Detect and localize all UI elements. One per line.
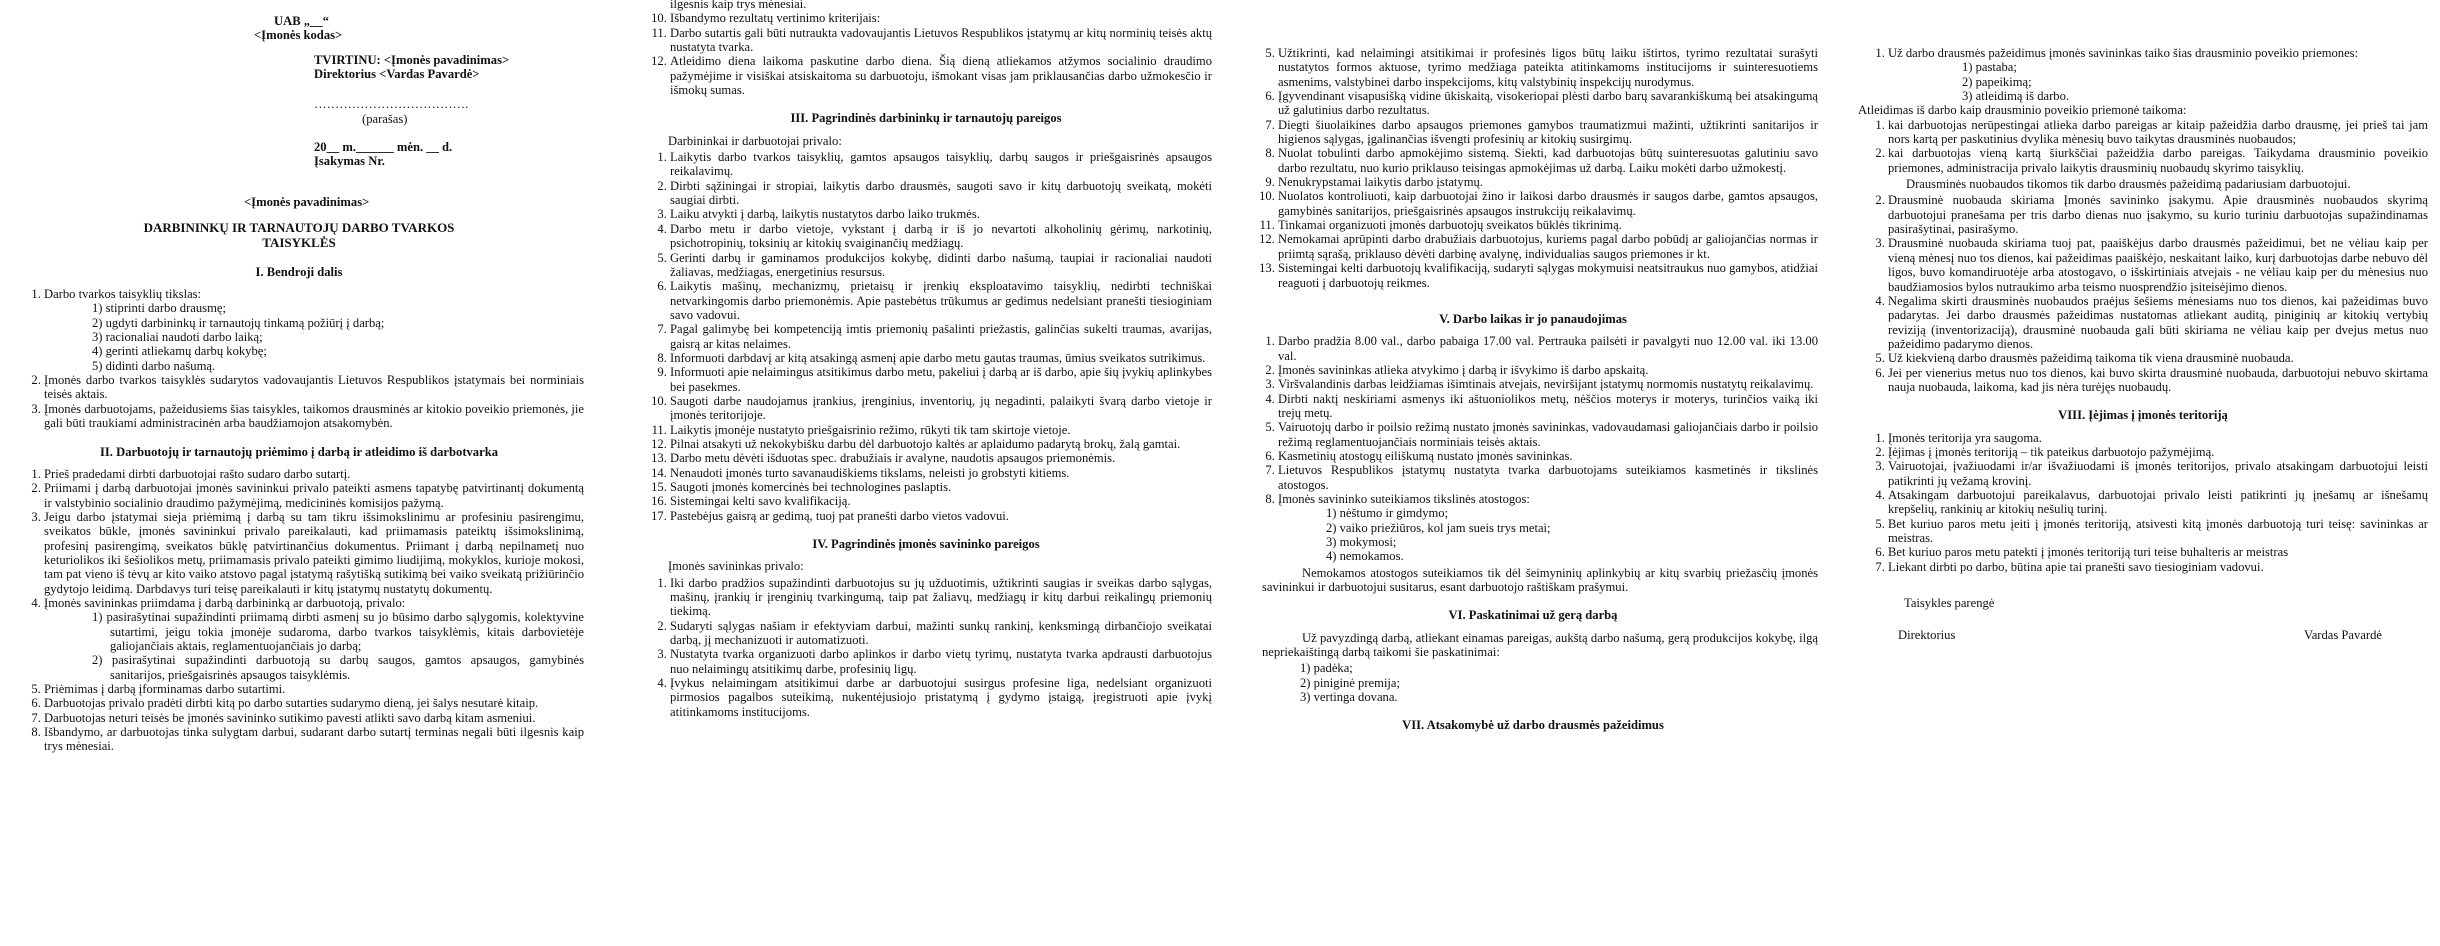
section-3-heading: III. Pagrindinės darbininkų ir tarnautojų pareigos [790, 111, 1062, 126]
list-item: 12. Nemokamai aprūpinti darbo drabužiais darbuotojus, kuriems pagal darbo pobūdį ar galiojančias normas ir priimtą sąrašą, priklauso dėvėti darbinę avalynę, individualias saugos priemones ir kt. [1278, 232, 1818, 261]
list-item: 11. Tinkamai organizuoti įmonės darbuotojų sveikatos būklės tikrinimą. [1278, 218, 1818, 232]
signature-row [1858, 628, 2428, 642]
reward-item: 2) piniginė premija; [1300, 675, 1401, 690]
measure-item: 2) papeikimą; [1962, 74, 2032, 89]
list-item-text: Už darbo drausmės pažeidimus įmonės savininkas taiko šias drausminio poveikio priemones: [1888, 46, 2359, 60]
list-item: 17. Pastebėjus gaisrą ar gedimą, tuoj pat pranešti darbo vietos vadovui. [670, 509, 1212, 523]
reward-item: 1) padėka; [1300, 661, 1353, 676]
list-item: 1. Darbo pradžia 8.00 val., darbo pabaiga 17.00 val. Pertrauka pailsėti ir pavalgyti nuo 12.00 val. iki 13.00 val. [1278, 334, 1818, 363]
list-item: 4. Dirbti naktį neskiriami asmenys iki aštuoniolikos metų, nėščios moterys ir moterys, turinčios vaiką iki trejų metų. [1278, 392, 1818, 421]
section-7-list [1858, 46, 2428, 103]
section-3-intro: Darbininkai ir darbuotojai privalo: [668, 133, 842, 148]
prepared-by: Taisykles parengė [1904, 596, 1995, 611]
section-8-heading: VIII. Įėjimas į įmonės teritoriją [2058, 408, 2228, 423]
list-item: 2. Įmonės darbo tvarkos taisyklės sudarytos vadovaujantis Lietuvos Respublikos įstatymais bei norminiais teisės aktais. [44, 373, 584, 402]
measures-list [1888, 60, 2428, 103]
list-item-continued [670, 0, 1212, 11]
list-item: 2. Drausminė nuobauda skiriama Įmonės savininko įsakymu. Apie drausminės nuobaudos skyrimą darbuotojui pranešama per tris darbo dienas nuo įsakymo, su kurio turiniu darbuotojas supažindinamas pasirašytinai, pasirašymo. [1888, 193, 2428, 236]
list-item: 2. kai darbuotojas vieną kartą šiurkščiai pažeidžia darbo pareigas. Taikydama drausminio poveikio priemones, administracija privalo laikytis drausminių nuobaudų skyrimo taisyklių. [1888, 146, 2428, 175]
list-item: 15. Saugoti įmonės komercinės bei technologines paslaptis. [670, 480, 1212, 494]
continuation-text: ilgesnis kaip trys mėnesiai. [670, 0, 807, 11]
column-2 [640, 0, 1212, 914]
list-item: 7. Liekant dirbti po darbo, būtina apie tai pranešti savo tiesioginiam vadovui. [1888, 560, 2428, 574]
list-item: 2. Sudaryti sąlygas našiam ir efektyviam darbui, mažinti sunkų rankinį, kenksmingą dirbančiojo sveikatai darbą, jį mechanizuoti ir automatizuoti. [670, 619, 1212, 648]
section-4-list [640, 576, 1212, 719]
section-6-heading: VI. Paskatinimai už gerą darbą [1448, 608, 1618, 623]
list-item: 5. Vairuotojų darbo ir poilsio režimą nustato įmonės savininkas, vadovaudamasi galiojančiais darbo ir poilsio režimą reglamentuojančiais norminiais teisės aktais. [1278, 420, 1818, 449]
list-item: 3. Jeigu darbo įstatymai sieja priėmimą į darbą su tam tikru išsimokslinimu ar profesiniu pasirengimu, sveikatos būkle, įmonės savininkui privalo pareikalauti, kad priimamasis pateiktų išsimokslinimą, profesinį pasirengimą, sveikatos būklę patvirtinančius dokumentus. Priimant į darbą nepilnametį nuo keturiolikos iki šešiolikos metų, priimamasis privalo pateikti gimimo liudijimą, mokyklos, kurioje mokosi, tam pat vieno iš tėvų ar kito vaiko atstovo pagal įstatymą rašytišką sutikimą bei vaiko sveikatą prižiūrinčio gydytojo leidimą. Darbdavys turi teisę pareikalauti ir kitų įstatymų nustatytų dokumentų. [44, 510, 584, 596]
list-item: 6. Bet kuriuo paros metu patekti į įmonės teritoriją turi teise buhalteris ar meistras [1888, 545, 2428, 559]
list-item: 5. Priėmimas į darbą įforminamas darbo sutartimi. [44, 682, 584, 696]
order-line: Įsakymas Nr. [314, 154, 385, 169]
goal-list [44, 301, 584, 373]
list-item: 13. Darbo metu dėvėti išduotas spec. drabužiais ir avalyne, naudotis apsaugos priemonėmis. [670, 451, 1212, 465]
doc-title-line-1: DARBININKŲ IR TARNAUTOJŲ DARBO TVARKOS [143, 220, 455, 236]
list-item: 4. Atsakingam darbuotojui pareikalavus, darbuotojai privalo leisti patikrinti jų įnešamų ar išnešamų krepšelių, rankinių ar kitokių nešulių turinį. [1888, 488, 2428, 517]
director-label: Direktorius [1898, 628, 1956, 643]
signature-label: (parašas) [362, 111, 408, 126]
goal-item: 4) gerinti atliekamų darbų kokybę; [92, 344, 267, 359]
list-item: 9. Nenukrypstamai laikytis darbo įstatymų. [1278, 175, 1818, 189]
director-name: Vardas Pavardė [2304, 628, 2382, 643]
list-item: 6. Laikytis mašinų, mechanizmų, prietaisų ir įrenkių eksploatavimo taisyklių, nedirbti techniškai netvarkingomis darbo priemonėmis. Apie pastebėtus trūkumus ar gedimus nedelsiant pranešti tiesioginiam savo vadovui. [670, 279, 1212, 322]
list-item: 2. Priimami į darbą darbuotojai įmonės savininkui privalo pateikti asmens tapatybę patvirtinantį dokumentą ir valstybinio socialinio draudimo pažymėjimą, medicininės komisijos pažymą. [44, 481, 584, 510]
dismissal-intro: Atleidimas iš darbo kaip drausminio poveikio priemonė taikoma: [1858, 103, 2187, 118]
section-1-heading: I. Bendroji dalis [255, 264, 343, 279]
list-item: 1. kai darbuotojas nerūpestingai atlieka darbo pareigas ar kitaip pažeidžia darbo drausmę, jei prieš tai jam nors kartą per paskutinius dvylika mėnesių buvo taikytas drausminės nuobaudos; [1888, 118, 2428, 147]
approve-line: TVIRTINU: <Įmonės pavadinimas> [314, 52, 510, 67]
list-item: 7. Pagal galimybę bei kompetenciją imtis priemonių pašalinti priežastis, galinčias sukelti traumas, avarijas, gaisrą ar kitas nelaimes. [670, 322, 1212, 351]
company-code: <Įmonės kodas> [254, 28, 343, 43]
list-item: 14. Nenaudoti įmonės turto savanaudiškiems tikslams, neleisti jo grobstyti kitiems. [670, 466, 1212, 480]
list-item: 4. Darbo metu ir darbo vietoje, vykstant į darbą ir iš jo nevartoti alkoholinių gėrimų, narkotinių, psichotropinių, toksinių ar kitokių svaiginančių medžiagų. [670, 222, 1212, 251]
list-item: 5. Už kiekvieną darbo drausmės pažeidimą taikoma tik viena drausminė nuobauda. [1888, 351, 2428, 365]
measure-item: 1) pastaba; [1962, 60, 2017, 75]
list-item: 1. Laikytis darbo tvarkos taisyklių, gamtos apsaugos taisyklių, darbų saugos ir priešgaisrinės apsaugos reikalavimų. [670, 150, 1212, 179]
unpaid-note: Nemokamos atostogos suteikiamos tik dėl šeimyninių aplinkybių ar kitų svarbių priežasčių įmonės savininkui ir darbuotojui susitarus, esant darbuotojo raštiškam prašymui. [1262, 565, 1818, 595]
company-code-line: UAB „__“ [274, 14, 329, 28]
list-item: 10. Saugoti darbe naudojamus įrankius, įrenginius, inventorių, jų negadinti, palaikyti švarą darbo vietoje ir įmonės teritorijoje. [670, 394, 1212, 423]
list-item [1888, 46, 2428, 103]
goal-item: 3) racionaliai naudoti darbo laiką; [92, 330, 263, 345]
list-item: 11. Darbo sutartis gali būti nutraukta vadovaujantis Lietuvos Respublikos įstatymų ar kitų norminių teisės aktų nustatyta tvarka. [670, 26, 1212, 55]
list-item: 5. Užtikrinti, kad nelaimingi atsitikimai ir profesinės ligos būtų laiku ištirtos, tyrimo rezultatai surašyti nustatytos formos aktuose, tyrimo medžiaga pateikta atitinkamoms institucijoms ir suinteresuotiems asmenims, valstybinei darbo inspekcijoms, kitų valstybinių inspekcijų nurodymus. [1278, 46, 1818, 89]
list-item: 16. Sistemingai kelti savo kvalifikaciją. [670, 494, 1212, 508]
dismissal-list [1858, 118, 2428, 175]
list-item: 3. Vairuotojai, įvažiuodami ir/ar išvažiuodami iš įmonės teritorijos, privalo atsakingam darbuotojui leisti patikrinti jų vežamą krovinį. [1888, 459, 2428, 488]
section-6-intro: Už pavyzdingą darbą, atliekant einamas pareigas, aukštą darbo našumą, gerą produkcijos kokybę, ilgą nepriekaištingą darbą taikomi šie paskatinimai: [1262, 630, 1818, 660]
list-item: 1. Iki darbo pradžios supažindinti darbuotojus su jų užduotimis, užtikrinti saugias ir sveikas darbo sąlygas, mašinų, įrankių ir įrenginių tvarkingumą, taip pat žaliavų, medžiagų ir kitų darbui reikalingų priemonių tiekimą. [670, 576, 1212, 619]
column-3 [1248, 46, 1818, 946]
list-item: 2. Dirbti sąžiningai ir stropiai, laikytis darbo drausmės, saugoti savo ir kitų darbuotojų sveikatą, mokėti saugiai dirbti. [670, 179, 1212, 208]
section-4-heading: IV. Pagrindinės įmonės savininko pareigos [812, 537, 1040, 552]
leave-type: 1) nėštumo ir gimdymo; [1326, 506, 1449, 521]
list-item: 5. Bet kuriuo paros metu įeiti į įmonės teritoriją, atsivesti kitą įmonės darbuotoją turi teisę: savininkas ar meistras. [1888, 517, 2428, 546]
column-4 [1858, 46, 2428, 946]
company-name: <Įmonės pavadinimas> [244, 194, 370, 209]
list-item: 8. Įmonės savininko suteikiamos tikslinės atostogos: [1278, 492, 1818, 506]
section-2-list-cont [640, 0, 1212, 97]
list-item: 6. Kasmetinių atostogų eiliškumą nustato įmonės savininkas. [1278, 449, 1818, 463]
list-item: 1. Prieš pradedami dirbti darbuotojai rašto sudaro darbo sutartį. [44, 467, 584, 481]
section-8-list [1858, 431, 2428, 574]
list-item: 1. Įmonės teritorija yra saugoma. [1888, 431, 2428, 445]
list-item: 7. Diegti šiuolaikines darbo apsaugos priemones gamybos traumatizmui mažinti, užtikrinti sanitarijos ir higienos sąlygas, įgalinančias išvengti profesinių ar kitokių susirgimų. [1278, 118, 1818, 147]
employer-duty-list [44, 610, 584, 682]
goal-item: 2) ugdyti darbininkų ir tarnautojų tinkamą požiūrį į darbą; [92, 315, 385, 330]
list-item: 4. Įvykus nelaimingam atsitikimui darbe ar darbuotojui susirgus profesine liga, nedelsiant organizuoti pirmosios pagalbos suteikimą, nukentėjusiojo pristatymą į gydymo įstaigą, įregistruoti apie įvykį atitinkamoms institucijoms. [670, 676, 1212, 719]
list-item: 3. Įmonės darbuotojams, pažeidusiems šias taisykles, taikomos drausminės ar kitokio poveikio priemonės, jie gali būti traukiami administracinėn arba baudžiamojon atsakomybėn. [44, 402, 584, 431]
list-item-text: Darbo tvarkos taisyklių tikslas: [44, 287, 202, 302]
list-item: 11. Laikytis įmonėje nustatyto priešgaisrinio režimo, rūkyti tik tam skirtoje vietoje. [670, 423, 1212, 437]
approval-header [254, 14, 584, 169]
sub-item: 2) pasirašytinai supažindinti darbuotoją su darbų saugos, gamtos apsaugos, gamybinės sanitarijos, priešgaisrinės apsaugos taisyklėmis. [92, 653, 584, 682]
section-2-heading: II. Darbuotojų ir tarnautojų priėmimo į darbą ir atleidimo iš darbotvarka [100, 444, 498, 459]
leave-type: 2) vaiko priežiūros, kol jam sueis trys metai; [1326, 520, 1551, 535]
list-item: 8. Informuoti darbdavį ar kitą atsakingą asmenį apie darbo metu gautas traumas, ūmius sveikatos sutrikimus. [670, 351, 1212, 365]
date-line: 20__ m.______ mėn. __ d. [314, 140, 453, 155]
list-item [44, 287, 584, 373]
section-5-list [1248, 334, 1818, 506]
list-item: 9. Informuoti apie nelaimingus atsitikimus darbo metu, pakeliui į darbą ar iš darbo, apie šių įvykių aplinkybes bei pasekmes. [670, 365, 1212, 394]
measure-item: 3) atleidimą iš darbo. [1962, 89, 2070, 104]
doc-title-line-2: TAISYKLĖS [262, 234, 336, 250]
column-1 [14, 14, 584, 914]
doc-title [14, 221, 584, 251]
list-item: 10. Išbandymo rezultatų vertinimo kriterijais: [670, 11, 1212, 25]
sub-item: 1) pasirašytinai supažindinti priimamą dirbti asmenį su jo būsimo darbo sąlygomis, kolektyvine sutartimi, jeigu tokia įmonėje sudaroma, darbo tvarkos taisyklėmis, kitais darbovietėje galiojančiais aktais, reglamentuojančiais jo darbą; [92, 610, 584, 653]
section-1-list [14, 287, 584, 430]
signature-dots: ………………………………. [314, 97, 469, 112]
list-item: 6. Darbuotojas privalo pradėti dirbti kitą po darbo sutarties sudarymo dieną, jei šalys nesutarė kitaip. [44, 696, 584, 710]
list-item: 3. Drausminė nuobauda skiriama tuoj pat, paaiškėjus darbo drausmės pažeidimui, bet ne vėliau kaip per vieną mėnesį nuo tos dienos, kai pažeidimas paaiškėjo, neskaitant laiko, kurį darbuotojas darbe nebuvo dėl ligos, buvo komandiruotėje arba atostogavo, o išskirtiniais atvejais - ne vėliau kaip per du mėnesius nuo baudžiamosios bylos nutraukimo arba teismo nuosprendžio įsiteisėjimo dienos. [1888, 236, 2428, 293]
list-item: 13. Sistemingai kelti darbuotojų kvalifikaciją, sudaryti sąlygas mokymuisi neatsitraukus nuo gamybos, atidžiai reaguoti į darbuotojų reikmes. [1278, 261, 1818, 290]
list-item: 3. Viršvalandinis darbas leidžiamas išimtinais atvejais, neviršijant įstatymų normomis nustatytų reikalavimų. [1278, 377, 1818, 391]
penalty-note: Drausminės nuobaudos tikomos tik darbo drausmės pažeidimą padariusiam darbuotojui. [1906, 177, 2351, 192]
section-7-heading: VII. Atsakomybė už darbo drausmės pažeidimus [1402, 718, 1664, 733]
list-item: 2. Įėjimas į įmonės teritoriją – tik pateikus darbuotojo pažymėjimą. [1888, 445, 2428, 459]
director-line: Direktorius <Vardas Pavardė> [314, 67, 480, 82]
leave-type: 4) nemokamos. [1326, 549, 1404, 564]
goal-item: 1) stiprinti darbo drausmę; [92, 301, 226, 316]
list-item: 4. Negalima skirti drausminės nuobaudos praėjus šešiems mėnesiams nuo tos dienos, kai pažeidimas buvo padarytas. Jei darbo drausmės pažeidimas nustatomas atliekant auditą, piniginių ar kitokių vertybių reviziją (inventorizaciją), drausminė nuobauda gali būti skiriama ne vėliau kaip per dvejus metus nuo pažeidimo padarymo dienos. [1888, 294, 2428, 351]
section-4-intro: Įmonės savininkas privalo: [668, 559, 804, 574]
list-item: 7. Lietuvos Respublikos įstatymų nustatyta tvarka darbuotojams suteikiamos kasmetinės ir tikslinės atostogos. [1278, 463, 1818, 492]
list-item: 5. Gerinti darbų ir gaminamos produkcijos kokybę, didinti darbo našumą, taupiai ir racionaliai naudoti žaliavas, medžiagas, energetinius resursus. [670, 251, 1212, 280]
list-item: 6. Jei per vienerius metus nuo tos dienos, kai buvo skirta drausminė nuobauda, darbuotojui nebuvo skirtama nauja nuobauda, laikoma, kad jis nėra turėjęs nuobaudų. [1888, 366, 2428, 395]
list-item: 8. Nuolat tobulinti darbo apmokėjimo sistemą. Siekti, kad darbuotojas būtų suinteresuotas galutiniu savo darbo rezultatu, nuo kurio priklauso teisingas apmokėjimas už darbą. Laiku mokėti darbo užmokestį. [1278, 146, 1818, 175]
list-item [44, 596, 584, 682]
list-item-text: Įmonės savininkas priimdama į darbą darbininką ar darbuotoją, privalo: [44, 595, 406, 610]
section-5-heading: V. Darbo laikas ir jo panaudojimas [1439, 311, 1627, 326]
list-item: 12. Atleidimo diena laikoma paskutine darbo diena. Šią dieną atliekamos atžymos socialinio draudimo pažymėjime ir visiškai atsiskaitoma su darbuotoju, išmokant visas jam priklausančias darbo užmokesčio ir išmokų sumas. [670, 54, 1212, 97]
section-3-list [640, 150, 1212, 523]
list-item: 8. Išbandymo, ar darbuotojas tinka sulygtam darbui, sudarant darbo sutartį terminas negali būti ilgesnis kaip trys mėnesiai. [44, 725, 584, 754]
list-item: 10. Nuolatos kontroliuoti, kaip darbuotojai žino ir laikosi darbo drausmės ir saugos darbe, gamtos apsaugos, gamybinės sanitarijos, priešgaisrinės apsaugos instrukcijų reikalavimų. [1278, 189, 1818, 218]
leave-type: 3) mokymosi; [1326, 535, 1397, 549]
goal-item: 5) didinti darbo našumą. [92, 358, 216, 373]
reward-item: 3) vertinga dovana. [1300, 690, 1398, 705]
list-item: 7. Darbuotojas neturi teisės be įmonės savininko sutikimo pavesti atlikti savo darbą kitam asmeniui. [44, 711, 584, 725]
list-item: 3. Nustatyta tvarka organizuoti darbo aplinkos ir darbo vietų tyrimų, nustatyta tvarka apdrausti darbuotojus nuo nelaimingų atsitikimų darbe, profesinių ligų. [670, 647, 1212, 676]
section-4-list-cont [1248, 46, 1818, 290]
list-item: 2. Įmonės savininkas atlieka atvykimo į darbą ir išvykimo iš darbo apskaitą. [1278, 363, 1818, 377]
list-item: 6. Įgyvendinant visapusišką vidine ūkiskaitą, visokeriopai plėsti darbo barų savarankiškumą bei atsakingumą už galutinius darbo rezultatus. [1278, 89, 1818, 118]
leave-types-list [1248, 506, 1818, 563]
list-item: 12. Pilnai atsakyti už nekokybišku darbu dėl darbuotojo kaltės ar aplaidumo padarytą brokų, žalą gamtai. [670, 437, 1212, 451]
section-2-list [14, 467, 584, 754]
list-item: 3. Laiku atvykti į darbą, laikytis nustatytos darbo laiko trukmės. [670, 207, 1212, 221]
section-7-list-cont [1858, 193, 2428, 394]
